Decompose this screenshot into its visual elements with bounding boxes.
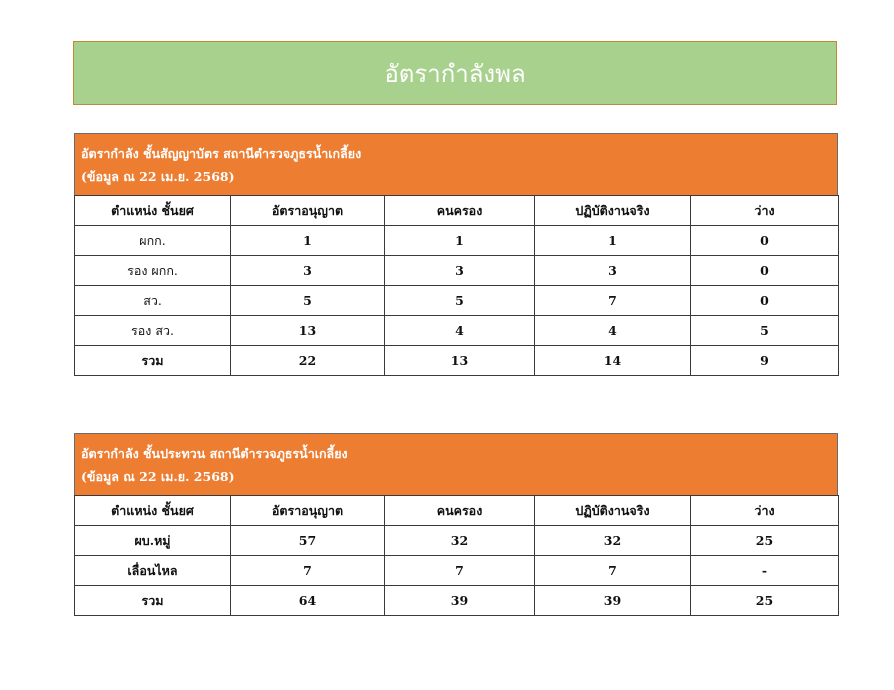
- rank-cell: ผบ.หมู่: [75, 526, 231, 556]
- table-header-band: [74, 133, 838, 195]
- value-cell: 57: [231, 526, 385, 556]
- total-label: รวม: [75, 346, 231, 376]
- total-cell: 39: [385, 586, 535, 616]
- column-header: คนครอง: [385, 196, 535, 226]
- total-cell: 9: [691, 346, 839, 376]
- column-header: ปฏิบัติงานจริง: [535, 496, 691, 526]
- table-subheading: (ข้อมูล ณ 22 เม.ย. 2568): [81, 169, 235, 184]
- column-header: ตำแหน่ง ชั้นยศ: [75, 196, 231, 226]
- table-heading: อัตรากำลัง ชั้นสัญญาบัตร สถานีตำรวจภูธรน้ำเกลี้ยง: [81, 146, 362, 161]
- table-row: [75, 556, 839, 586]
- column-header: ว่าง: [691, 196, 839, 226]
- column-header-row: [75, 496, 839, 526]
- value-cell: 32: [535, 526, 691, 556]
- noncommissioned-manpower-table: [74, 433, 838, 616]
- value-cell: 5: [231, 286, 385, 316]
- table-row: [75, 286, 839, 316]
- value-cell: 4: [535, 316, 691, 346]
- value-cell: 13: [231, 316, 385, 346]
- value-cell: 5: [385, 286, 535, 316]
- table-heading: อัตรากำลัง ชั้นประทวน สถานีตำรวจภูธรน้ำเกลี้ยง: [81, 446, 348, 461]
- rank-cell: เลื่อนไหล: [75, 556, 231, 586]
- value-cell: 25: [691, 526, 839, 556]
- total-row: [75, 586, 839, 616]
- value-cell: 7: [535, 286, 691, 316]
- value-cell: 5: [691, 316, 839, 346]
- value-cell: 0: [691, 226, 839, 256]
- total-cell: 25: [691, 586, 839, 616]
- total-cell: 64: [231, 586, 385, 616]
- rank-cell: ผกก.: [75, 226, 231, 256]
- value-cell: 1: [535, 226, 691, 256]
- value-cell: 4: [385, 316, 535, 346]
- table-row: [75, 316, 839, 346]
- value-cell: 7: [535, 556, 691, 586]
- value-cell: 32: [385, 526, 535, 556]
- column-header: อัตราอนุญาต: [231, 196, 385, 226]
- rank-cell: รอง สว.: [75, 316, 231, 346]
- value-cell: 3: [535, 256, 691, 286]
- rank-cell: สว.: [75, 286, 231, 316]
- column-header-row: [75, 196, 839, 226]
- column-header: คนครอง: [385, 496, 535, 526]
- column-header: ว่าง: [691, 496, 839, 526]
- value-cell: 7: [385, 556, 535, 586]
- total-cell: 39: [535, 586, 691, 616]
- data-table: [74, 195, 839, 376]
- table-subheading: (ข้อมูล ณ 22 เม.ย. 2568): [81, 469, 235, 484]
- total-cell: 22: [231, 346, 385, 376]
- title-banner: [73, 41, 837, 105]
- total-label: รวม: [75, 586, 231, 616]
- total-row: [75, 346, 839, 376]
- total-cell: 14: [535, 346, 691, 376]
- column-header: ตำแหน่ง ชั้นยศ: [75, 496, 231, 526]
- commissioned-manpower-table: [74, 133, 838, 376]
- column-header: อัตราอนุญาต: [231, 496, 385, 526]
- value-cell: 0: [691, 256, 839, 286]
- rank-cell: รอง ผกก.: [75, 256, 231, 286]
- value-cell: -: [691, 556, 839, 586]
- total-cell: 13: [385, 346, 535, 376]
- table-row: [75, 226, 839, 256]
- value-cell: 3: [231, 256, 385, 286]
- column-header: ปฏิบัติงานจริง: [535, 196, 691, 226]
- value-cell: 0: [691, 286, 839, 316]
- value-cell: 3: [385, 256, 535, 286]
- page-title: อัตรากำลังพล: [384, 59, 526, 88]
- table-row: [75, 526, 839, 556]
- value-cell: 1: [385, 226, 535, 256]
- value-cell: 7: [231, 556, 385, 586]
- table-header-band: [74, 433, 838, 495]
- value-cell: 1: [231, 226, 385, 256]
- table-row: [75, 256, 839, 286]
- data-table: [74, 495, 839, 616]
